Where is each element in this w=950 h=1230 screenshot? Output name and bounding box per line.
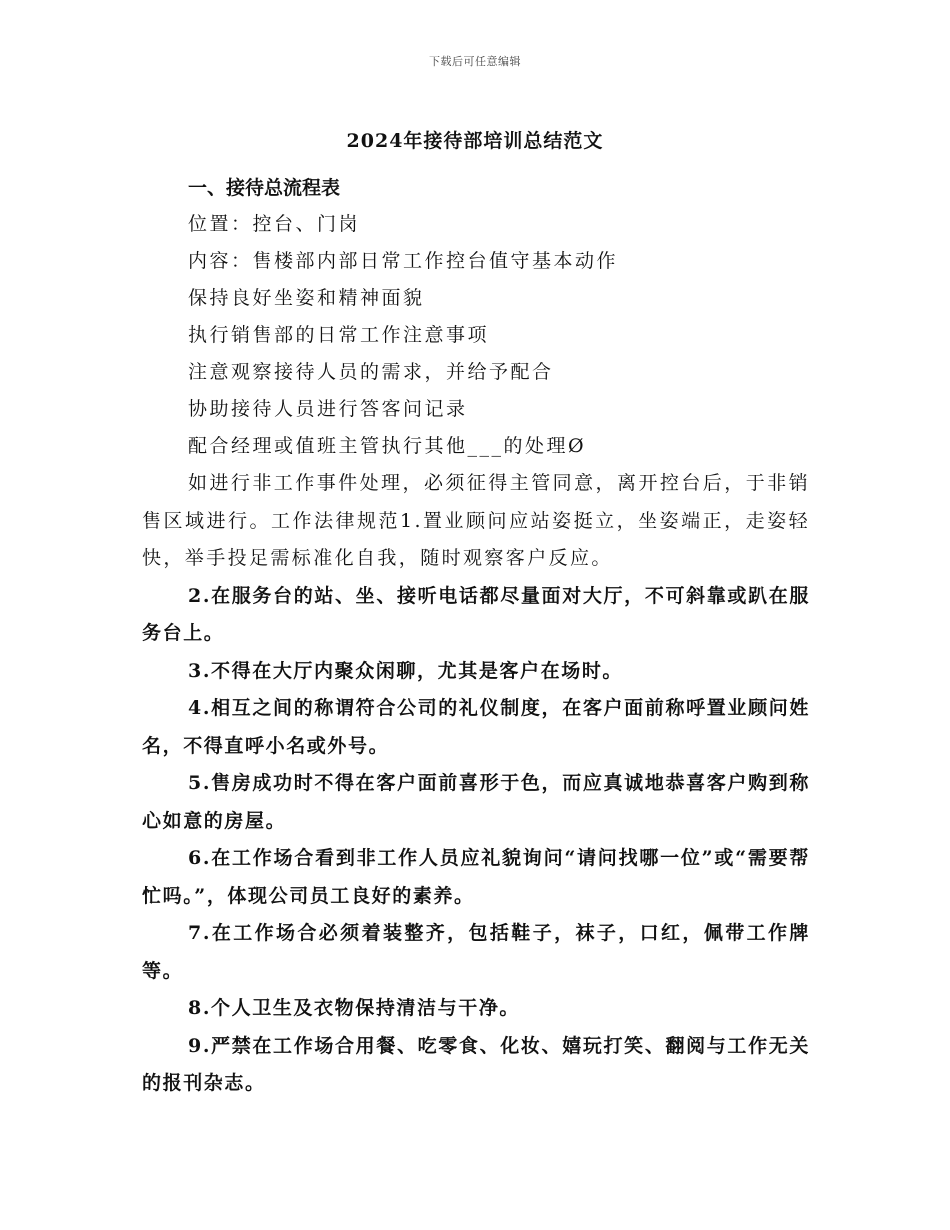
- rule-item: 3.不得在大厅内聚众闲聊，尤其是客户在场时。: [188, 659, 624, 682]
- list-item: 协助接待人员进行答客问记录: [188, 398, 468, 420]
- header-note: 下载后可任意编辑: [429, 55, 521, 68]
- rule-item: 6.在工作场合看到非工作人员应礼貌询问“请问找哪一位”或“需要帮忙吗。”，体现公司员工良好的素养。: [142, 847, 810, 907]
- body-paragraph: 如进行非工作事件处理，必须征得主管同意，离开控台后，于非销售区域进行。工作法律规范1.置业顾问应站姿挺立，坐姿端正，走姿轻快，举手投足需标准化自我，随时观察客户反应。: [142, 472, 810, 569]
- list-item: 位置：控台、门岗: [188, 213, 361, 235]
- rule-item: 2.在服务台的站、坐、接听电话都尽量面对大厅，不可斜靠或趴在服务台上。: [142, 584, 810, 644]
- rule-item: 4.相互之间的称谓符合公司的礼仪制度，在客户面前称呼置业顾问姓名，不得直呼小名或外号。: [142, 697, 810, 757]
- document-body: [142, 170, 810, 1103]
- rule-item: 5.售房成功时不得在客户面前喜形于色，而应真诚地恭喜客户购到称心如意的房屋。: [142, 772, 810, 832]
- document-title: 2024年接待部培训总结范文: [346, 130, 604, 152]
- list-item: 配合经理或值班主管执行其他___的处理Ø: [188, 435, 587, 457]
- rule-item: 7.在工作场合必须着装整齐，包括鞋子，袜子，口红，佩带工作牌等。: [142, 922, 810, 982]
- list-item: 执行销售部的日常工作注意事项: [188, 324, 490, 346]
- section-heading: 一、接待总流程表: [188, 177, 341, 199]
- list-item: 保持良好坐姿和精神面貌: [188, 287, 425, 309]
- rule-item: 8.个人卫生及衣物保持清洁与干净。: [188, 997, 521, 1019]
- rule-item: 9.严禁在工作场合用餐、吃零食、化妆、嬉玩打笑、翻阅与工作无关的报刊杂志。: [142, 1034, 810, 1094]
- list-item: 注意观察接待人员的需求，并给予配合: [188, 361, 554, 383]
- list-item: 内容：售楼部内部日常工作控台值守基本动作: [188, 250, 619, 272]
